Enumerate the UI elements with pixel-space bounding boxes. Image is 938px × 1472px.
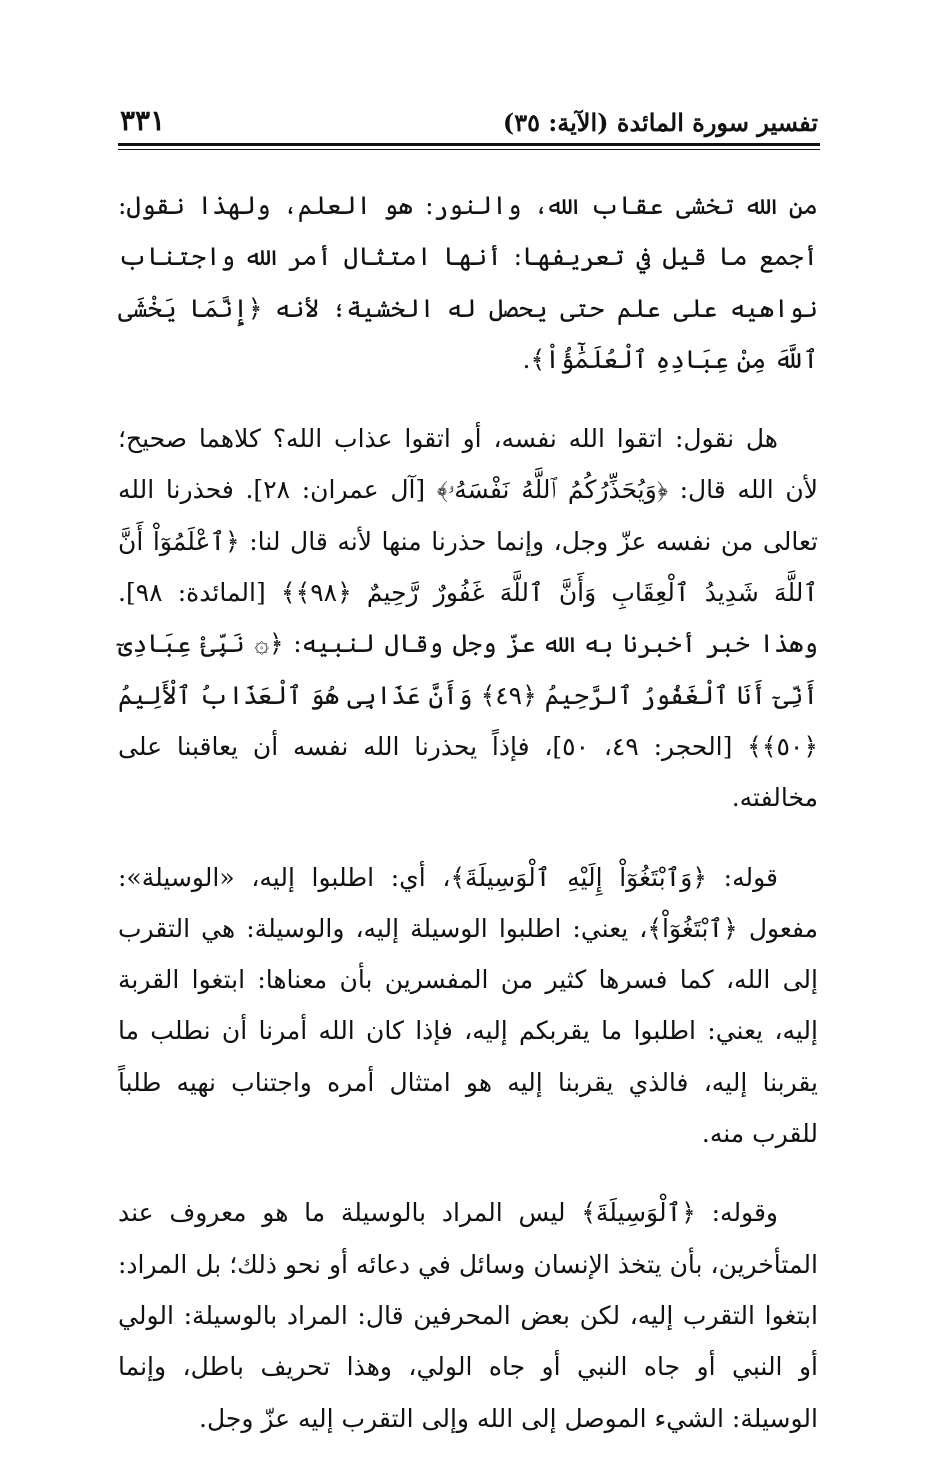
page-header [120, 95, 818, 137]
header-rule-thick [118, 143, 820, 146]
paragraph-3: قوله: ﴿وَٱبْتَغُوٓاْ إِلَيْهِ ٱلْوَسِيلَةَ﴾، أي: اطلبوا إليه، «الوسيلة»: مفعول ﴿ٱبْتَغُوٓاْ﴾، يعني: اطلبوا الوسيلة إليه، والوسيلة: هي التقرب إلى الله، كما فسرها كثير من المفسرين بأن معناها: ابتغوا القربة إليه، يعني: اطلبوا ما يقربكم إليه، فإذا كان الله أمرنا أن نطلب ما يقربنا إليه، فالذي يقربنا إليه هو امتثال أمره واجتناب نهيه طلباً للقرب منه. [118, 862, 818, 1149]
header-rule-thin [118, 149, 820, 150]
paragraph-1: من الله تخشى عقاب الله، والنور: هو العلم، ولهذا نقول: أجمع ما قيل في تعريفها: أنها امتثال أمر الله واجتناب نواهيه على علم حتى يحصل له الخشية؛ لأنه ﴿إِنَّمَا يَخْشَى ٱللَّهَ مِنْ عِبَادِهِ ٱلْعُلَمَٰٓؤُاْ﴾. [118, 191, 818, 374]
page-number: ٣٣١ [120, 104, 166, 137]
paragraph-4: وقوله: ﴿ٱلْوَسِيلَةَ﴾ ليس المراد بالوسيلة ما هو معروف عند المتأخرين، بأن يتخذ الإنسان وسائل في دعائه أو نحو ذلك؛ بل المراد: ابتغوا التقرب إليه، لكن بعض المحرفين قال: المراد بالوسيلة: الولي أو النبي أو جاه النبي أو جاه الولي، وهذا تحريف باطل، وإنما الوسيلة: الشيء الموصل إلى الله وإلى التقرب إليه عزّ وجل. [118, 1198, 818, 1433]
paragraph-2: هل نقول: اتقوا الله نفسه، أو اتقوا عذاب الله؟ كلاهما صحيح؛ لأن الله قال: ﴿وَيُحَذِّرُكُمُ ٱللَّهُ نَفْسَهُۥ﴾ [آل عمران: ٢٨]. فحذرنا الله تعالى من نفسه عزّ وجل، وإنما حذرنا منها لأنه قال لنا: ﴿ٱعْلَمُوٓاْ أَنَّ ٱللَّهَ شَدِيدُ ٱلْعِقَابِ وَأَنَّ ٱللَّهَ غَفُورٌ رَّحِيمٌ ﴿٩٨﴾﴾ [المائدة: ٩٨]. وهذا خبر أخبرنا به الله عزّ وجل وقال لنبيه: ﴿۞ نَبِّئْ عِبَادِىٓ أَنِّىٓ أَنَا ٱلْغَفُورُ ٱلرَّحِيمُ ﴿٤٩﴾ وَأَنَّ عَذَابِى هُوَ ٱلْعَذَابُ ٱلْأَلِيمُ ﴿٥٠﴾﴾ [الحجر: ٤٩، ٥٠]، فإذاً يحذرنا الله نفسه أن يعاقبنا على مخالفته. [118, 424, 818, 813]
page-body [118, 180, 818, 1472]
running-title: تفسير سورة المائدة (الآية: ٣٥) [502, 108, 818, 137]
